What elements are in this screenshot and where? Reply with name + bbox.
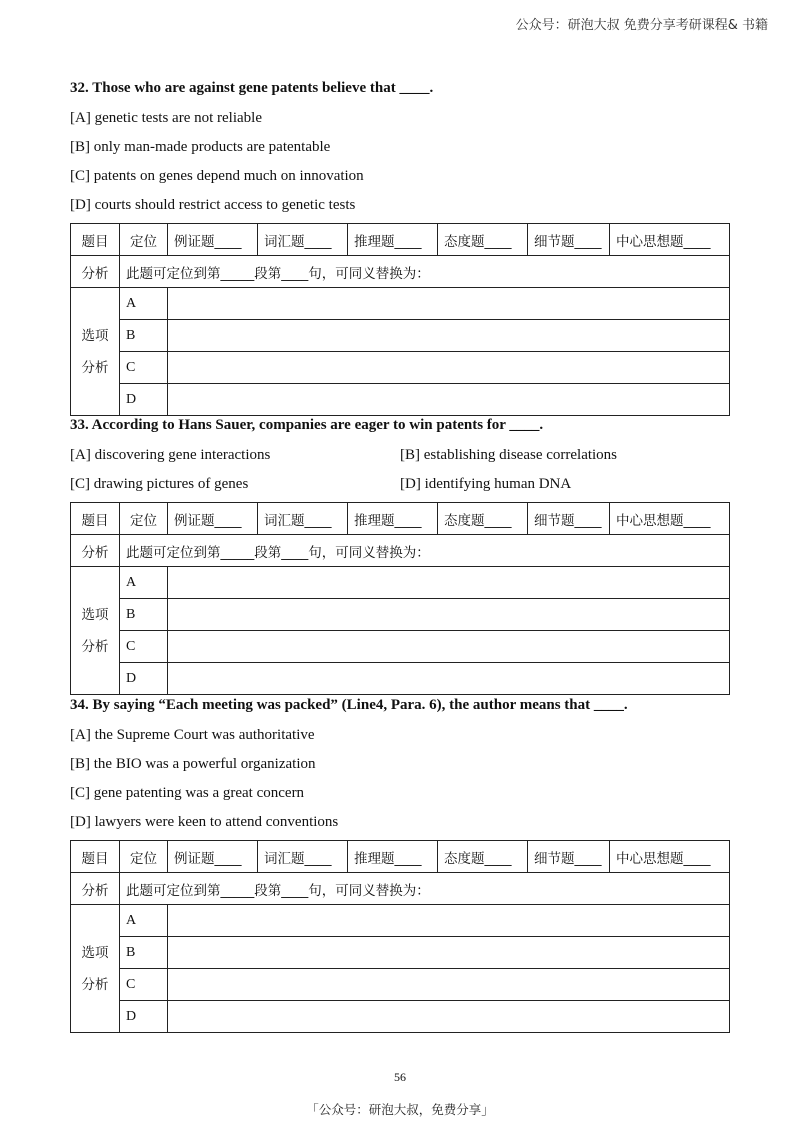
- option-a-analysis-field[interactable]: [168, 288, 730, 320]
- label-timu: 题目: [71, 224, 120, 256]
- type-example[interactable]: 例证题____: [168, 224, 258, 256]
- label-fenxi: 分析: [71, 535, 120, 567]
- page-number: 56: [394, 1070, 406, 1084]
- option-letter-b: B: [120, 937, 168, 969]
- type-main-idea[interactable]: 中心思想题____: [610, 841, 730, 873]
- option-letter-d: D: [120, 663, 168, 695]
- label-dingwei: 定位: [120, 841, 168, 873]
- option-letter-b: B: [120, 320, 168, 352]
- option-row: [70, 444, 730, 473]
- question-34: [70, 694, 730, 1033]
- question-stem: 33. According to Hans Sauer, companies are eager to win patents for ____.: [70, 417, 544, 433]
- question-33: [70, 414, 730, 695]
- question-32: [70, 77, 730, 416]
- option-b: [B] establishing disease correlations: [400, 447, 618, 463]
- option-letter-a: A: [120, 288, 168, 320]
- type-attitude[interactable]: 态度题____: [438, 224, 528, 256]
- option-letter-d: D: [120, 384, 168, 416]
- type-example[interactable]: 例证题____: [168, 841, 258, 873]
- type-vocabulary[interactable]: 词汇题____: [258, 841, 348, 873]
- option-letter-b: B: [120, 599, 168, 631]
- label-option-analysis: 选项 分析: [71, 567, 120, 695]
- option-letter-c: C: [120, 631, 168, 663]
- locate-field[interactable]: 此题可定位到第_____段第____句，可同义替换为：: [120, 256, 730, 288]
- analysis-table: [70, 502, 730, 695]
- label-timu: 题目: [71, 503, 120, 535]
- label-timu: 题目: [71, 841, 120, 873]
- option-letter-a: A: [120, 905, 168, 937]
- type-inference[interactable]: 推理题____: [348, 503, 438, 535]
- option-c-analysis-field[interactable]: [168, 969, 730, 1001]
- option-a: [A] the Supreme Court was authoritative: [70, 727, 315, 743]
- type-attitude[interactable]: 态度题____: [438, 503, 528, 535]
- option-b: [B] only man-made products are patentable: [70, 139, 331, 155]
- question-stem: 34. By saying “Each meeting was packed” (Line4, Para. 6), the author means that ____.: [70, 697, 628, 713]
- option-b-analysis-field[interactable]: [168, 320, 730, 352]
- footer-note: 「公众号：研泡大叔，免费分享」: [306, 1102, 494, 1117]
- type-vocabulary[interactable]: 词汇题____: [258, 224, 348, 256]
- locate-field[interactable]: 此题可定位到第_____段第____句，可同义替换为：: [120, 535, 730, 567]
- option-c-analysis-field[interactable]: [168, 352, 730, 384]
- type-detail[interactable]: 细节题____: [528, 503, 610, 535]
- option-d-analysis-field[interactable]: [168, 663, 730, 695]
- option-c: [C] gene patenting was a great concern: [70, 785, 305, 801]
- option-c: [C] drawing pictures of genes: [70, 476, 249, 492]
- type-attitude[interactable]: 态度题____: [438, 841, 528, 873]
- type-vocabulary[interactable]: 词汇题____: [258, 503, 348, 535]
- option-b-analysis-field[interactable]: [168, 599, 730, 631]
- label-option-analysis: 选项 分析: [71, 905, 120, 1033]
- option-d: [D] identifying human DNA: [400, 476, 572, 492]
- label-option-analysis: 选项 分析: [71, 288, 120, 416]
- option-letter-c: C: [120, 352, 168, 384]
- option-d-analysis-field[interactable]: [168, 1001, 730, 1033]
- type-detail[interactable]: 细节题____: [528, 224, 610, 256]
- option-b: [B] the BIO was a powerful organization: [70, 756, 316, 772]
- option-letter-c: C: [120, 969, 168, 1001]
- locate-field[interactable]: 此题可定位到第_____段第____句，可同义替换为：: [120, 873, 730, 905]
- option-letter-d: D: [120, 1001, 168, 1033]
- option-d: [D] courts should restrict access to genetic tests: [70, 197, 356, 213]
- option-b-analysis-field[interactable]: [168, 937, 730, 969]
- label-dingwei: 定位: [120, 224, 168, 256]
- analysis-table: [70, 223, 730, 416]
- option-d: [D] lawyers were keen to attend conventions: [70, 814, 339, 830]
- type-inference[interactable]: 推理题____: [348, 224, 438, 256]
- option-a: [A] genetic tests are not reliable: [70, 110, 262, 126]
- header-note: 公众号：研泡大叔 免费分享考研课程& 书籍: [515, 18, 768, 33]
- option-d-analysis-field[interactable]: [168, 384, 730, 416]
- option-a: [A] discovering gene interactions: [70, 447, 271, 463]
- type-main-idea[interactable]: 中心思想题____: [610, 224, 730, 256]
- type-inference[interactable]: 推理题____: [348, 841, 438, 873]
- type-main-idea[interactable]: 中心思想题____: [610, 503, 730, 535]
- option-a-analysis-field[interactable]: [168, 567, 730, 599]
- label-fenxi: 分析: [71, 873, 120, 905]
- analysis-table: [70, 840, 730, 1033]
- label-fenxi: 分析: [71, 256, 120, 288]
- option-row: [70, 473, 730, 502]
- question-stem: 32. Those who are against gene patents believe that ____.: [70, 80, 434, 96]
- type-example[interactable]: 例证题____: [168, 503, 258, 535]
- type-detail[interactable]: 细节题____: [528, 841, 610, 873]
- option-c-analysis-field[interactable]: [168, 631, 730, 663]
- option-letter-a: A: [120, 567, 168, 599]
- option-a-analysis-field[interactable]: [168, 905, 730, 937]
- label-dingwei: 定位: [120, 503, 168, 535]
- option-c: [C] patents on genes depend much on innovation: [70, 168, 364, 184]
